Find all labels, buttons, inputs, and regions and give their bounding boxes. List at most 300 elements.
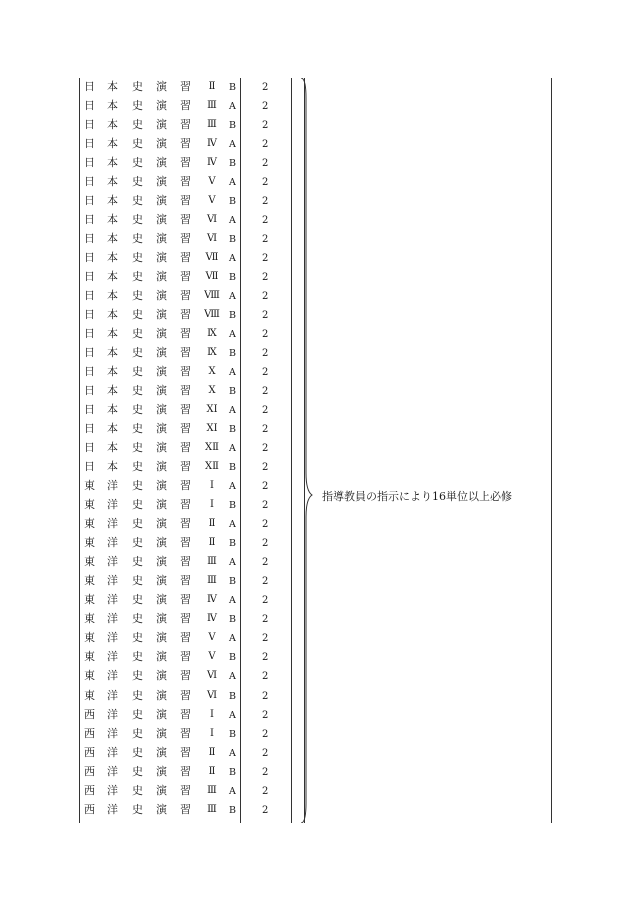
course-char-1: 日 [84, 270, 95, 284]
course-char-3: 史 [132, 726, 143, 740]
course-char-5: 習 [180, 175, 191, 189]
table-row [79, 572, 299, 591]
course-numeral: Ⅰ [210, 499, 214, 511]
course-char-1: 日 [84, 384, 95, 398]
table-row [79, 591, 299, 610]
course-numeral: Ⅸ [207, 347, 217, 359]
course-char-5: 習 [180, 403, 191, 417]
course-char-1: 東 [84, 669, 95, 683]
course-section: B [229, 234, 236, 246]
course-char-2: 本 [107, 346, 118, 360]
course-char-2: 本 [107, 232, 118, 246]
course-credits: 2 [262, 177, 269, 189]
course-credits: 2 [262, 804, 269, 816]
course-char-1: 東 [84, 536, 95, 550]
course-char-2: 本 [107, 365, 118, 379]
table-row [79, 173, 299, 192]
table-row [79, 363, 299, 382]
course-numeral: XⅠ [206, 423, 218, 435]
requirement-note: 指導教員の指示により16単位以上必修 [322, 490, 512, 503]
table-row [79, 192, 299, 211]
course-credits: 2 [262, 595, 269, 607]
table-row [79, 97, 299, 116]
course-char-4: 演 [156, 498, 167, 512]
course-char-2: 洋 [107, 726, 118, 740]
course-char-1: 日 [84, 441, 95, 455]
course-char-4: 演 [156, 327, 167, 341]
course-section: B [229, 158, 236, 170]
course-char-4: 演 [156, 365, 167, 379]
course-char-5: 習 [180, 80, 191, 93]
course-credits: 2 [262, 82, 269, 93]
course-char-5: 習 [180, 517, 191, 531]
course-section: A [229, 519, 236, 531]
course-char-1: 日 [84, 346, 95, 360]
table-row [79, 420, 299, 439]
course-numeral: Ⅰ [210, 708, 214, 720]
course-char-5: 習 [180, 137, 191, 151]
course-char-4: 演 [156, 137, 167, 151]
course-credits: 2 [262, 614, 269, 626]
course-list [79, 78, 299, 820]
table-right-border [551, 78, 552, 823]
course-char-2: 本 [107, 403, 118, 417]
course-credits: 2 [262, 690, 269, 702]
course-char-3: 史 [132, 232, 143, 246]
table-row [79, 325, 299, 344]
course-char-5: 習 [180, 422, 191, 436]
table-row [79, 135, 299, 154]
course-section: A [229, 443, 236, 455]
course-char-4: 演 [156, 175, 167, 189]
course-char-2: 洋 [107, 517, 118, 531]
course-char-2: 本 [107, 194, 118, 208]
course-char-1: 日 [84, 118, 95, 132]
course-numeral: XⅡ [205, 461, 219, 473]
course-credits: 2 [262, 234, 269, 246]
course-numeral: XⅡ [205, 442, 219, 454]
course-char-1: 東 [84, 593, 95, 607]
course-char-5: 習 [180, 707, 191, 721]
course-char-5: 習 [180, 555, 191, 569]
course-numeral: Ⅱ [208, 518, 216, 530]
course-char-4: 演 [156, 251, 167, 265]
course-char-3: 史 [132, 650, 143, 664]
course-char-4: 演 [156, 403, 167, 417]
table-row [79, 725, 299, 744]
course-char-1: 西 [84, 726, 95, 740]
course-credits: 2 [262, 329, 269, 341]
course-char-3: 史 [132, 802, 143, 816]
course-char-4: 演 [156, 194, 167, 208]
course-char-4: 演 [156, 517, 167, 531]
course-char-1: 東 [84, 498, 95, 512]
course-section: B [229, 576, 236, 588]
course-credits: 2 [262, 291, 269, 303]
course-credits: 2 [262, 158, 269, 170]
course-char-4: 演 [156, 213, 167, 227]
course-char-4: 演 [156, 802, 167, 816]
course-char-1: 東 [84, 612, 95, 626]
table-row [79, 801, 299, 820]
table-row [79, 382, 299, 401]
course-char-1: 日 [84, 422, 95, 436]
course-char-2: 本 [107, 156, 118, 170]
course-char-2: 本 [107, 99, 118, 113]
course-char-4: 演 [156, 536, 167, 550]
course-numeral: Ⅱ [208, 537, 216, 549]
course-credits: 2 [262, 709, 269, 721]
course-numeral: Ⅵ [206, 689, 218, 701]
course-char-4: 演 [156, 289, 167, 303]
course-char-3: 史 [132, 688, 143, 702]
course-char-4: 演 [156, 80, 167, 93]
course-credits: 2 [262, 196, 269, 208]
course-section: A [229, 785, 236, 797]
course-char-1: 西 [84, 745, 95, 759]
course-char-3: 史 [132, 745, 143, 759]
course-char-3: 史 [132, 783, 143, 797]
course-char-3: 史 [132, 574, 143, 588]
course-numeral: Ⅲ [207, 100, 217, 112]
table-row [79, 553, 299, 572]
course-char-2: 洋 [107, 536, 118, 550]
course-numeral: Ⅱ [208, 746, 216, 758]
course-numeral: Ⅰ [210, 480, 214, 492]
course-char-5: 習 [180, 99, 191, 113]
course-char-3: 史 [132, 194, 143, 208]
table-row [79, 78, 299, 97]
course-char-5: 習 [180, 498, 191, 512]
course-char-3: 史 [132, 346, 143, 360]
course-numeral: Ⅸ [207, 328, 217, 340]
course-numeral: Ⅵ [206, 233, 218, 245]
course-section: B [229, 82, 236, 93]
course-credits: 2 [262, 348, 269, 360]
course-section: B [229, 728, 236, 740]
course-numeral: XⅠ [206, 404, 218, 416]
course-char-4: 演 [156, 555, 167, 569]
course-char-5: 習 [180, 783, 191, 797]
course-char-5: 習 [180, 802, 191, 816]
course-char-3: 史 [132, 441, 143, 455]
course-numeral: Ⅴ [208, 176, 216, 188]
course-char-4: 演 [156, 574, 167, 588]
course-char-3: 史 [132, 80, 143, 93]
course-numeral: Ⅲ [207, 556, 217, 568]
course-numeral: Ⅴ [208, 195, 216, 207]
course-char-5: 習 [180, 156, 191, 170]
course-numeral: Ⅳ [207, 594, 217, 606]
course-char-2: 洋 [107, 612, 118, 626]
course-char-1: 日 [84, 308, 95, 322]
course-char-4: 演 [156, 232, 167, 246]
course-char-4: 演 [156, 99, 167, 113]
course-char-5: 習 [180, 327, 191, 341]
course-char-5: 習 [180, 213, 191, 227]
course-numeral: Ⅴ [208, 632, 216, 644]
course-char-2: 洋 [107, 802, 118, 816]
course-section: B [229, 310, 236, 322]
table-row [79, 268, 299, 287]
course-credits: 2 [262, 386, 269, 398]
course-char-1: 日 [84, 99, 95, 113]
course-char-5: 習 [180, 270, 191, 284]
course-char-1: 日 [84, 194, 95, 208]
course-char-2: 本 [107, 175, 118, 189]
course-char-2: 洋 [107, 764, 118, 778]
table-row [79, 629, 299, 648]
course-char-4: 演 [156, 764, 167, 778]
course-char-3: 史 [132, 308, 143, 322]
course-char-2: 洋 [107, 783, 118, 797]
course-credits: 2 [262, 139, 269, 151]
course-char-3: 史 [132, 669, 143, 683]
course-credits: 2 [262, 443, 269, 455]
course-char-5: 習 [180, 346, 191, 360]
course-numeral: Ⅶ [205, 271, 219, 283]
course-char-3: 史 [132, 156, 143, 170]
course-section: A [229, 329, 236, 341]
course-char-3: 史 [132, 118, 143, 132]
course-credits: 2 [262, 405, 269, 417]
course-char-4: 演 [156, 479, 167, 493]
course-numeral: Ⅴ [208, 651, 216, 663]
course-numeral: Ⅷ [204, 309, 220, 321]
course-char-3: 史 [132, 270, 143, 284]
course-credits: 2 [262, 785, 269, 797]
course-numeral: Ⅹ [208, 366, 216, 378]
table-row [79, 344, 299, 363]
course-char-3: 史 [132, 593, 143, 607]
course-char-3: 史 [132, 707, 143, 721]
course-char-3: 史 [132, 327, 143, 341]
course-numeral: Ⅶ [205, 252, 219, 264]
course-section: A [229, 367, 236, 379]
table-row [79, 458, 299, 477]
course-credits: 2 [262, 310, 269, 322]
table-row [79, 496, 299, 515]
course-char-4: 演 [156, 441, 167, 455]
course-char-1: 日 [84, 232, 95, 246]
course-credits: 2 [262, 747, 269, 759]
course-char-4: 演 [156, 384, 167, 398]
table-row [79, 477, 299, 496]
course-char-3: 史 [132, 498, 143, 512]
course-char-2: 洋 [107, 745, 118, 759]
course-char-1: 西 [84, 783, 95, 797]
course-section: B [229, 538, 236, 550]
course-numeral: Ⅰ [210, 727, 214, 739]
course-credits: 2 [262, 272, 269, 284]
course-char-3: 史 [132, 365, 143, 379]
course-char-2: 本 [107, 308, 118, 322]
course-char-1: 西 [84, 707, 95, 721]
course-char-2: 本 [107, 327, 118, 341]
course-section: B [229, 500, 236, 512]
course-char-2: 洋 [107, 650, 118, 664]
course-section: B [229, 272, 236, 284]
course-numeral: Ⅵ [206, 214, 218, 226]
course-char-4: 演 [156, 726, 167, 740]
course-char-4: 演 [156, 156, 167, 170]
table-row [79, 782, 299, 801]
course-char-5: 習 [180, 574, 191, 588]
course-section: A [229, 101, 236, 113]
course-section: A [229, 595, 236, 607]
course-section: B [229, 196, 236, 208]
course-char-2: 本 [107, 118, 118, 132]
course-section: A [229, 405, 236, 417]
course-char-4: 演 [156, 308, 167, 322]
course-char-2: 洋 [107, 498, 118, 512]
table-row [79, 687, 299, 706]
course-char-4: 演 [156, 688, 167, 702]
course-char-4: 演 [156, 460, 167, 474]
table-row [79, 706, 299, 725]
course-section: B [229, 120, 236, 132]
course-char-1: 東 [84, 688, 95, 702]
table-row [79, 306, 299, 325]
course-char-3: 史 [132, 422, 143, 436]
course-char-1: 日 [84, 289, 95, 303]
course-char-4: 演 [156, 669, 167, 683]
course-char-1: 日 [84, 213, 95, 227]
course-char-5: 習 [180, 593, 191, 607]
course-numeral: Ⅲ [207, 784, 217, 796]
course-char-1: 日 [84, 365, 95, 379]
course-char-1: 東 [84, 574, 95, 588]
course-char-2: 洋 [107, 479, 118, 493]
course-char-4: 演 [156, 422, 167, 436]
course-char-2: 本 [107, 289, 118, 303]
course-section: B [229, 424, 236, 436]
course-char-1: 西 [84, 764, 95, 778]
course-char-2: 本 [107, 384, 118, 398]
course-numeral: Ⅷ [204, 290, 220, 302]
course-char-2: 洋 [107, 593, 118, 607]
course-char-4: 演 [156, 593, 167, 607]
course-credits: 2 [262, 652, 269, 664]
table-row [79, 515, 299, 534]
course-char-3: 史 [132, 213, 143, 227]
course-section: B [229, 348, 236, 360]
course-credits: 2 [262, 500, 269, 512]
course-char-2: 洋 [107, 688, 118, 702]
course-char-2: 洋 [107, 669, 118, 683]
course-credits: 2 [262, 576, 269, 588]
course-char-5: 習 [180, 536, 191, 550]
table-row [79, 211, 299, 230]
course-char-3: 史 [132, 99, 143, 113]
course-numeral: Ⅲ [207, 119, 217, 131]
course-char-3: 史 [132, 631, 143, 645]
course-char-1: 日 [84, 251, 95, 265]
course-section: A [229, 747, 236, 759]
course-char-2: 洋 [107, 631, 118, 645]
course-char-3: 史 [132, 289, 143, 303]
course-char-3: 史 [132, 536, 143, 550]
course-char-5: 習 [180, 251, 191, 265]
course-char-5: 習 [180, 669, 191, 683]
course-char-3: 史 [132, 137, 143, 151]
course-char-5: 習 [180, 726, 191, 740]
course-section: B [229, 804, 236, 816]
course-numeral: Ⅳ [207, 157, 217, 169]
course-section: B [229, 386, 236, 398]
course-section: A [229, 557, 236, 569]
course-credits: 2 [262, 557, 269, 569]
course-char-1: 日 [84, 80, 95, 93]
course-section: A [229, 671, 236, 683]
course-credits: 2 [262, 481, 269, 493]
course-credits: 2 [262, 633, 269, 645]
course-char-2: 洋 [107, 574, 118, 588]
table-row [79, 287, 299, 306]
course-section: B [229, 690, 236, 702]
course-credits: 2 [262, 728, 269, 740]
course-numeral: Ⅳ [207, 613, 217, 625]
course-char-5: 習 [180, 232, 191, 246]
table-row [79, 667, 299, 686]
course-char-5: 習 [180, 745, 191, 759]
course-section: A [229, 633, 236, 645]
course-char-3: 史 [132, 764, 143, 778]
course-char-2: 本 [107, 270, 118, 284]
course-char-1: 東 [84, 517, 95, 531]
course-char-5: 習 [180, 631, 191, 645]
course-char-1: 日 [84, 460, 95, 474]
course-char-3: 史 [132, 403, 143, 417]
course-char-1: 西 [84, 802, 95, 816]
table-row [79, 439, 299, 458]
course-char-3: 史 [132, 460, 143, 474]
grouping-brace [300, 78, 314, 823]
course-char-4: 演 [156, 745, 167, 759]
course-credits: 2 [262, 120, 269, 132]
course-credits: 2 [262, 462, 269, 474]
course-char-4: 演 [156, 118, 167, 132]
course-section: B [229, 462, 236, 474]
course-char-5: 習 [180, 764, 191, 778]
course-char-3: 史 [132, 384, 143, 398]
course-char-3: 史 [132, 612, 143, 626]
course-section: A [229, 253, 236, 265]
course-char-3: 史 [132, 251, 143, 265]
course-char-3: 史 [132, 175, 143, 189]
course-char-5: 習 [180, 194, 191, 208]
course-numeral: Ⅱ [208, 765, 216, 777]
table-row [79, 116, 299, 135]
course-char-1: 東 [84, 650, 95, 664]
table-row [79, 401, 299, 420]
course-section: A [229, 215, 236, 227]
course-section: A [229, 139, 236, 151]
course-section: B [229, 652, 236, 664]
course-section: A [229, 709, 236, 721]
course-char-5: 習 [180, 460, 191, 474]
course-char-3: 史 [132, 555, 143, 569]
course-char-5: 習 [180, 441, 191, 455]
course-char-4: 演 [156, 631, 167, 645]
course-numeral: Ⅲ [207, 803, 217, 815]
course-char-2: 本 [107, 441, 118, 455]
course-numeral: Ⅵ [206, 670, 218, 682]
course-char-1: 東 [84, 555, 95, 569]
course-char-4: 演 [156, 783, 167, 797]
course-char-5: 習 [180, 118, 191, 132]
table-row [79, 763, 299, 782]
